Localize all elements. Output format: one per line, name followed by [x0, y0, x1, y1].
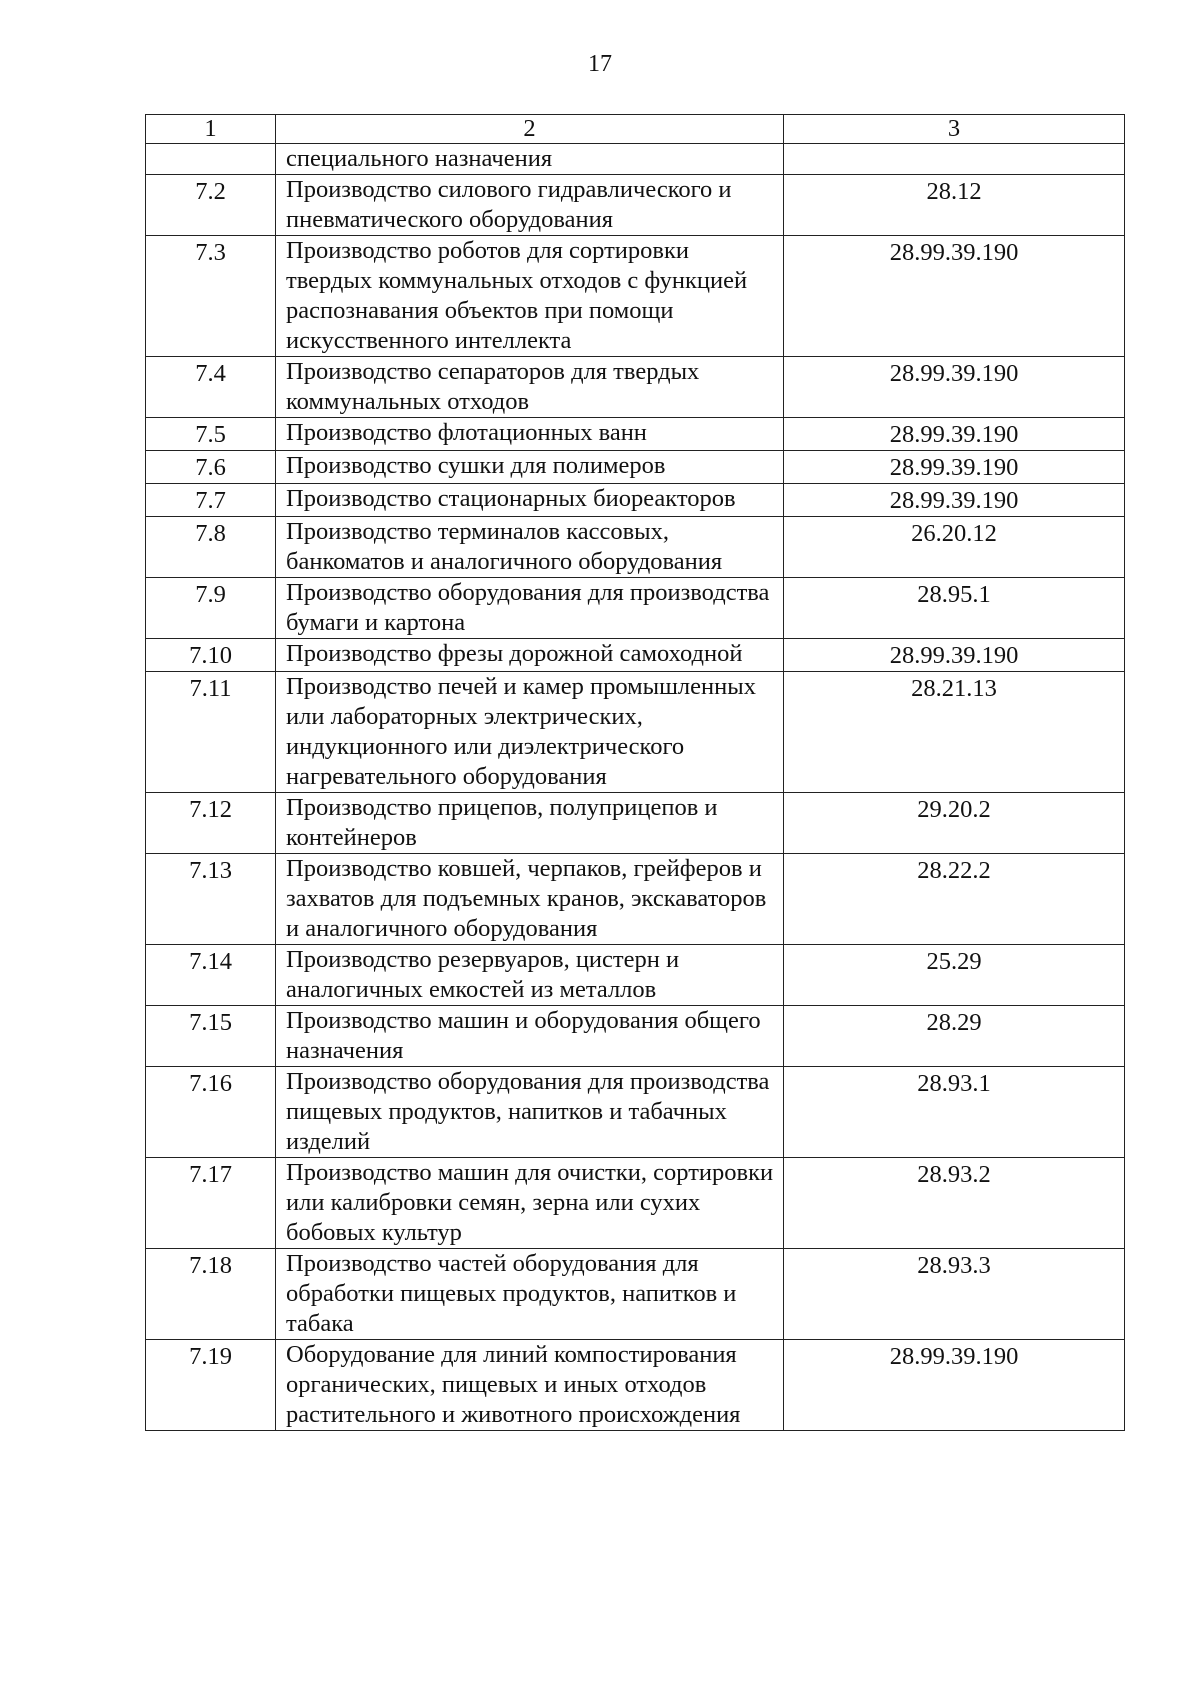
row-number-cell: 7.14	[146, 945, 276, 1006]
row-number-cell: 7.11	[146, 672, 276, 793]
activity-name-cell: Производство оборудования для производства бумаги и картона	[276, 578, 784, 639]
table-row	[146, 451, 1125, 484]
table-row	[146, 236, 1125, 357]
row-number-cell: 7.16	[146, 1067, 276, 1158]
row-number-cell: 7.10	[146, 639, 276, 672]
row-number-cell: 7.4	[146, 357, 276, 418]
activity-name-cell: Оборудование для линий компостирования органических, пищевых и иных отходов растительного и животного происхождения	[276, 1340, 784, 1431]
activity-name-cell: Производство сепараторов для твердых коммунальных отходов	[276, 357, 784, 418]
okpd-code-cell: 28.12	[784, 175, 1125, 236]
activity-name-cell: Производство флотационных ванн	[276, 418, 784, 451]
table-row	[146, 672, 1125, 793]
row-number-cell: 7.8	[146, 517, 276, 578]
activity-name-cell: Производство терминалов кассовых, банкоматов и аналогичного оборудования	[276, 517, 784, 578]
table-row	[146, 1158, 1125, 1249]
table-row	[146, 639, 1125, 672]
okpd-code-cell: 29.20.2	[784, 793, 1125, 854]
table-row	[146, 484, 1125, 517]
header-col-3: 3	[784, 115, 1125, 144]
activity-name-cell: Производство фрезы дорожной самоходной	[276, 639, 784, 672]
okpd-code-cell: 28.93.1	[784, 1067, 1125, 1158]
okpd-code-cell: 28.95.1	[784, 578, 1125, 639]
row-number-cell: 7.6	[146, 451, 276, 484]
table-row	[146, 1340, 1125, 1431]
table-row	[146, 144, 1125, 175]
table-row	[146, 854, 1125, 945]
okpd-code-cell: 28.99.39.190	[784, 357, 1125, 418]
okpd-code-cell: 28.21.13	[784, 672, 1125, 793]
okpd-code-cell: 28.99.39.190	[784, 1340, 1125, 1431]
okpd-code-cell: 28.99.39.190	[784, 451, 1125, 484]
okpd-code-cell: 28.22.2	[784, 854, 1125, 945]
table-row	[146, 418, 1125, 451]
okpd-code-cell: 28.29	[784, 1006, 1125, 1067]
row-number-cell: 7.2	[146, 175, 276, 236]
table-row	[146, 1006, 1125, 1067]
row-number-cell: 7.18	[146, 1249, 276, 1340]
table-row	[146, 793, 1125, 854]
activity-name-cell: Производство оборудования для производства пищевых продуктов, напитков и табачных изделий	[276, 1067, 784, 1158]
row-number-cell: 7.7	[146, 484, 276, 517]
table-row	[146, 175, 1125, 236]
okpd-code-cell: 26.20.12	[784, 517, 1125, 578]
activity-name-cell: Производство частей оборудования для обработки пищевых продуктов, напитков и табака	[276, 1249, 784, 1340]
okpd-code-cell: 25.29	[784, 945, 1125, 1006]
row-number-cell: 7.5	[146, 418, 276, 451]
row-number-cell: 7.3	[146, 236, 276, 357]
row-number-cell	[146, 144, 276, 175]
row-number-cell: 7.15	[146, 1006, 276, 1067]
okpd-code-cell: 28.99.39.190	[784, 418, 1125, 451]
activity-name-cell: Производство роботов для сортировки твердых коммунальных отходов с функцией распознавания объектов при помощи искусственного интеллекта	[276, 236, 784, 357]
activity-name-cell: Производство машин и оборудования общего назначения	[276, 1006, 784, 1067]
table-header-row	[146, 115, 1125, 144]
header-col-1: 1	[146, 115, 276, 144]
okpd-code-cell: 28.93.3	[784, 1249, 1125, 1340]
okpd-code-cell: 28.93.2	[784, 1158, 1125, 1249]
activity-name-cell: Производство резервуаров, цистерн и аналогичных емкостей из металлов	[276, 945, 784, 1006]
row-number-cell: 7.12	[146, 793, 276, 854]
activity-name-cell: специального назначения	[276, 144, 784, 175]
table-row	[146, 517, 1125, 578]
activities-table	[145, 114, 1125, 1431]
row-number-cell: 7.17	[146, 1158, 276, 1249]
table-row	[146, 357, 1125, 418]
page-number: 17	[588, 51, 612, 77]
header-col-2: 2	[276, 115, 784, 144]
activity-name-cell: Производство стационарных биореакторов	[276, 484, 784, 517]
table-row	[146, 1249, 1125, 1340]
table-row	[146, 578, 1125, 639]
okpd-code-cell: 28.99.39.190	[784, 236, 1125, 357]
row-number-cell: 7.13	[146, 854, 276, 945]
table-row	[146, 945, 1125, 1006]
okpd-code-cell: 28.99.39.190	[784, 639, 1125, 672]
activity-name-cell: Производство силового гидравлического и пневматического оборудования	[276, 175, 784, 236]
row-number-cell: 7.9	[146, 578, 276, 639]
activity-name-cell: Производство сушки для полимеров	[276, 451, 784, 484]
activity-name-cell: Производство ковшей, черпаков, грейферов и захватов для подъемных кранов, экскаваторов и аналогичного оборудования	[276, 854, 784, 945]
activity-name-cell: Производство машин для очистки, сортировки или калибровки семян, зерна или сухих бобовых культур	[276, 1158, 784, 1249]
activity-name-cell: Производство печей и камер промышленных или лабораторных электрических, индукционного или диэлектрического нагревательного оборудования	[276, 672, 784, 793]
row-number-cell: 7.19	[146, 1340, 276, 1431]
table-row	[146, 1067, 1125, 1158]
okpd-code-cell	[784, 144, 1125, 175]
activity-name-cell: Производство прицепов, полуприцепов и контейнеров	[276, 793, 784, 854]
okpd-code-cell: 28.99.39.190	[784, 484, 1125, 517]
